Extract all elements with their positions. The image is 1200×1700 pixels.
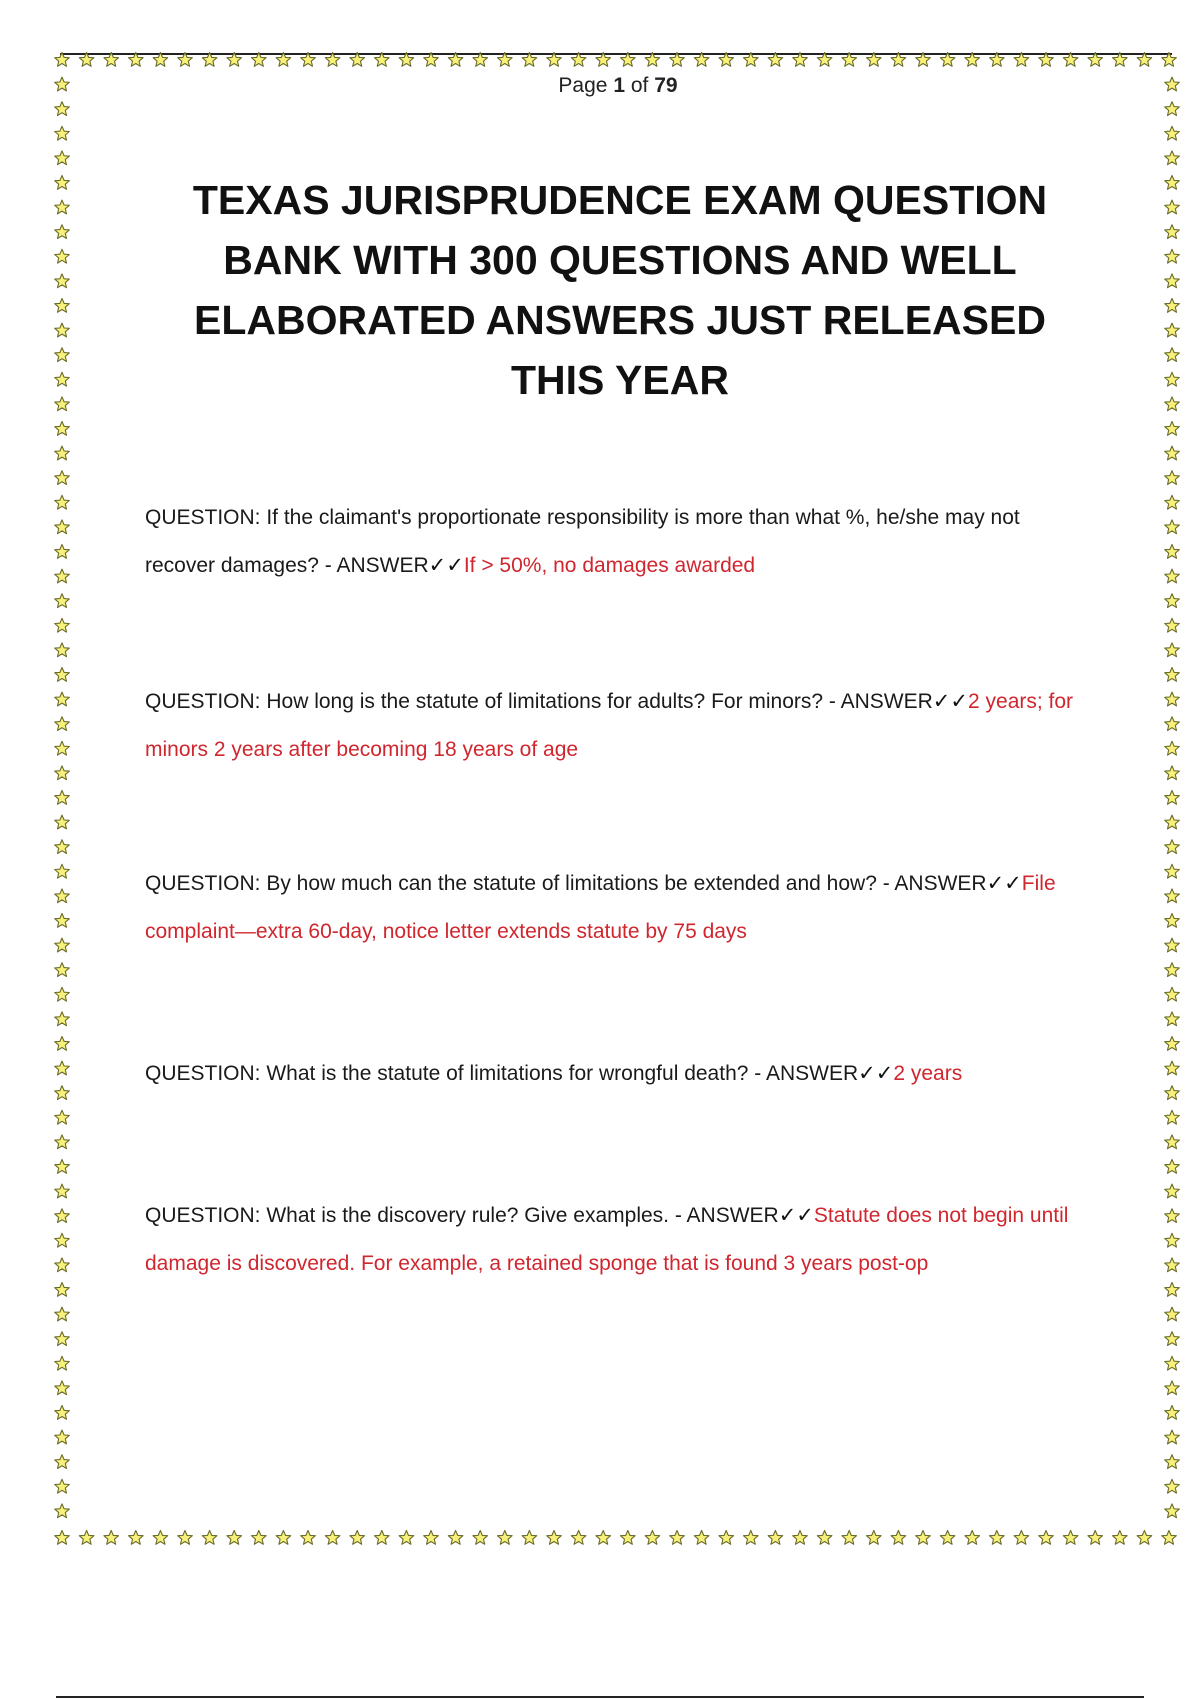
star-icon — [55, 594, 70, 608]
star-icon — [1165, 176, 1180, 190]
star-icon — [1165, 397, 1180, 411]
star-icon — [55, 1037, 70, 1051]
star-icon — [55, 422, 70, 436]
star-icon — [1165, 914, 1180, 928]
star-icon — [1165, 225, 1180, 239]
star-icon — [276, 1531, 291, 1545]
star-icon — [1165, 348, 1180, 362]
check-marks: ✓✓ — [986, 872, 1022, 895]
star-icon — [55, 1406, 70, 1420]
star-icon — [1165, 1160, 1180, 1174]
star-icon — [55, 372, 70, 386]
star-icon — [1165, 815, 1180, 829]
star-icon — [55, 618, 70, 632]
star-icon — [448, 1531, 463, 1545]
star-icon — [55, 1258, 70, 1272]
star-icon — [1063, 1531, 1078, 1545]
star-icon — [1165, 200, 1180, 214]
question-text: QUESTION: What is the discovery rule? Give examples. - — [145, 1204, 687, 1227]
star-icon — [817, 1531, 832, 1545]
star-icon — [55, 1110, 70, 1124]
star-icon — [1165, 446, 1180, 460]
star-icon — [325, 1531, 340, 1545]
star-icon — [621, 1531, 636, 1545]
star-icon — [55, 1209, 70, 1223]
star-icon — [55, 840, 70, 854]
star-icon — [498, 1531, 513, 1545]
star-icon — [1165, 1135, 1180, 1149]
star-icon — [1113, 1531, 1128, 1545]
star-icon — [1165, 1356, 1180, 1370]
star-icon — [55, 1356, 70, 1370]
star-icon — [375, 1531, 390, 1545]
star-icon — [1165, 249, 1180, 263]
star-icon — [916, 1531, 931, 1545]
star-icon — [1014, 1531, 1029, 1545]
star-icon — [1165, 1307, 1180, 1321]
star-icon — [694, 1531, 709, 1545]
star-icon — [55, 1307, 70, 1321]
star-icon — [55, 717, 70, 731]
star-icon — [55, 987, 70, 1001]
star-icon — [55, 1135, 70, 1149]
star-icon — [965, 1531, 980, 1545]
star-icon — [55, 1531, 70, 1545]
star-icon — [424, 1531, 439, 1545]
star-icon — [55, 102, 70, 116]
star-icon — [1165, 126, 1180, 140]
star-icon — [153, 1531, 168, 1545]
star-icon — [1165, 471, 1180, 485]
star-icon — [1165, 1406, 1180, 1420]
question-text: QUESTION: By how much can the statute of limitations be extended and how? - — [145, 872, 895, 895]
qa-item-1 — [145, 494, 1085, 590]
star-icon — [55, 1381, 70, 1395]
star-icon — [719, 1531, 734, 1545]
star-icon — [55, 815, 70, 829]
star-icon — [55, 1061, 70, 1075]
star-icon — [1165, 766, 1180, 780]
star-icon — [55, 569, 70, 583]
star-icon — [1165, 520, 1180, 534]
star-icon — [793, 1531, 808, 1545]
star-icon — [55, 200, 70, 214]
check-marks: ✓✓ — [428, 554, 464, 577]
star-icon — [55, 914, 70, 928]
star-icon — [1165, 791, 1180, 805]
star-icon — [251, 1531, 266, 1545]
answer-text: 2 years; for minors 2 years after becoming 18 years of age — [145, 690, 1074, 761]
answer-text: 2 years — [893, 1062, 963, 1085]
star-icon — [55, 963, 70, 977]
star-icon — [55, 668, 70, 682]
star-icon — [1165, 545, 1180, 559]
star-icon — [990, 1531, 1005, 1545]
star-icon — [55, 1479, 70, 1493]
star-icon — [55, 791, 70, 805]
question-text: QUESTION: If the claimant's proportionate responsibility is more than what %, he/she may not recover damages? - — [145, 506, 1020, 577]
star-icon — [522, 1531, 537, 1545]
qa-item-2 — [145, 678, 1085, 774]
star-icon — [1165, 741, 1180, 755]
star-icon — [1165, 1479, 1180, 1493]
star-icon — [940, 1531, 955, 1545]
star-icon — [473, 1531, 488, 1545]
answer-marker: ANSWER — [686, 1204, 779, 1227]
star-icon — [55, 520, 70, 534]
star-icon — [55, 249, 70, 263]
star-icon — [1165, 889, 1180, 903]
star-icon — [55, 643, 70, 657]
star-icon — [744, 1531, 759, 1545]
check-marks: ✓✓ — [858, 1062, 894, 1085]
star-icon — [547, 1531, 562, 1545]
answer-marker: ANSWER — [840, 690, 933, 713]
star-icon — [1165, 1381, 1180, 1395]
star-row-bottom — [55, 1531, 1177, 1545]
star-icon — [55, 1086, 70, 1100]
check-marks: ✓✓ — [932, 690, 968, 713]
star-icon — [1165, 643, 1180, 657]
star-icon — [55, 938, 70, 952]
star-icon — [1165, 963, 1180, 977]
star-icon — [55, 1455, 70, 1469]
star-icon — [55, 126, 70, 140]
star-icon — [1165, 1332, 1180, 1346]
star-icon — [1165, 1086, 1180, 1100]
star-icon — [55, 1012, 70, 1026]
star-icon — [79, 1531, 94, 1545]
star-icon — [55, 1283, 70, 1297]
star-icon — [1165, 594, 1180, 608]
star-icon — [55, 1332, 70, 1346]
star-icon — [670, 1531, 685, 1545]
star-icon — [1165, 102, 1180, 116]
star-icon — [55, 151, 70, 165]
star-icon — [768, 1531, 783, 1545]
star-icon — [104, 1531, 119, 1545]
star-icon — [55, 545, 70, 559]
star-icon — [1165, 372, 1180, 386]
star-icon — [1165, 987, 1180, 1001]
star-icon — [1162, 1531, 1177, 1545]
star-icon — [55, 323, 70, 337]
star-icon — [645, 1531, 660, 1545]
footer-rule — [56, 1696, 1144, 1698]
star-icon — [55, 889, 70, 903]
star-icon — [55, 741, 70, 755]
star-icon — [1137, 1531, 1152, 1545]
star-icon — [1165, 495, 1180, 509]
star-icon — [1165, 1184, 1180, 1198]
star-icon — [1165, 717, 1180, 731]
star-icon — [1165, 1430, 1180, 1444]
star-icon — [1165, 1283, 1180, 1297]
star-icon — [1165, 692, 1180, 706]
star-icon — [129, 1531, 144, 1545]
star-icon — [1165, 668, 1180, 682]
star-icon — [55, 864, 70, 878]
check-marks: ✓✓ — [778, 1204, 814, 1227]
star-icon — [571, 1531, 586, 1545]
star-icon — [1165, 1233, 1180, 1247]
star-icon — [1165, 618, 1180, 632]
page-total: 79 — [654, 74, 678, 97]
star-icon — [55, 1233, 70, 1247]
answer-text: Statute does not begin until damage is discovered. For example, a retained sponge that is found 3 years post-op — [145, 1204, 1069, 1275]
document-title: TEXAS JURISPRUDENCE EXAM QUESTION BANK WITH 300 QUESTIONS AND WELL ELABORATED ANSWERS JUST RELEASED THIS YEAR — [192, 177, 1048, 403]
star-icon — [867, 1531, 882, 1545]
star-icon — [55, 766, 70, 780]
star-icon — [1165, 422, 1180, 436]
answer-marker: ANSWER — [336, 554, 429, 577]
star-icon — [55, 225, 70, 239]
star-icon — [1165, 840, 1180, 854]
qa-item-5 — [145, 1192, 1085, 1288]
star-icon — [1165, 864, 1180, 878]
star-icon — [178, 1531, 193, 1545]
page-number — [0, 74, 1200, 98]
star-icon — [1165, 1209, 1180, 1223]
qa-item-4 — [145, 1050, 1085, 1098]
star-icon — [1165, 1455, 1180, 1469]
star-icon — [301, 1531, 316, 1545]
star-icon — [55, 176, 70, 190]
star-icon — [55, 348, 70, 362]
star-icon — [1165, 151, 1180, 165]
star-icon — [55, 1160, 70, 1174]
star-icon — [55, 397, 70, 411]
star-icon — [1165, 1061, 1180, 1075]
star-icon — [1165, 1110, 1180, 1124]
star-icon — [1165, 1504, 1180, 1518]
star-icon — [1088, 1531, 1103, 1545]
page-of: of — [630, 74, 649, 97]
star-icon — [1165, 323, 1180, 337]
star-icon — [55, 1504, 70, 1518]
star-icon — [1165, 1012, 1180, 1026]
star-icon — [842, 1531, 857, 1545]
star-icon — [1039, 1531, 1054, 1545]
star-icon — [596, 1531, 611, 1545]
answer-marker: ANSWER — [765, 1062, 859, 1085]
question-text: QUESTION: How long is the statute of limitations for adults? For minors? - — [145, 690, 841, 713]
star-icon — [1165, 299, 1180, 313]
star-icon — [1165, 938, 1180, 952]
star-icon — [55, 274, 70, 288]
star-icon — [55, 1184, 70, 1198]
star-icon — [1165, 1258, 1180, 1272]
star-icon — [350, 1531, 365, 1545]
question-text: QUESTION: What is the statute of limitations for wrongful death? - — [145, 1062, 766, 1085]
star-column-left — [55, 77, 70, 1518]
star-icon — [1165, 1037, 1180, 1051]
page-label: Page — [558, 74, 608, 97]
star-icon — [55, 495, 70, 509]
star-icon — [55, 471, 70, 485]
answer-text: If > 50%, no damages awarded — [463, 554, 756, 577]
star-icon — [55, 1430, 70, 1444]
star-icon — [202, 1531, 217, 1545]
answer-text: File complaint—extra 60-day, notice letter extends statute by 75 days — [145, 872, 1056, 943]
star-icon — [55, 692, 70, 706]
star-icon — [1165, 569, 1180, 583]
star-icon — [891, 1531, 906, 1545]
star-icon — [55, 446, 70, 460]
page-current: 1 — [613, 74, 625, 97]
star-icon — [399, 1531, 414, 1545]
star-column-right — [1165, 77, 1180, 1518]
answer-marker: ANSWER — [894, 872, 987, 895]
star-icon — [55, 299, 70, 313]
star-icon — [1165, 274, 1180, 288]
qa-item-3 — [145, 860, 1085, 956]
star-icon — [227, 1531, 242, 1545]
